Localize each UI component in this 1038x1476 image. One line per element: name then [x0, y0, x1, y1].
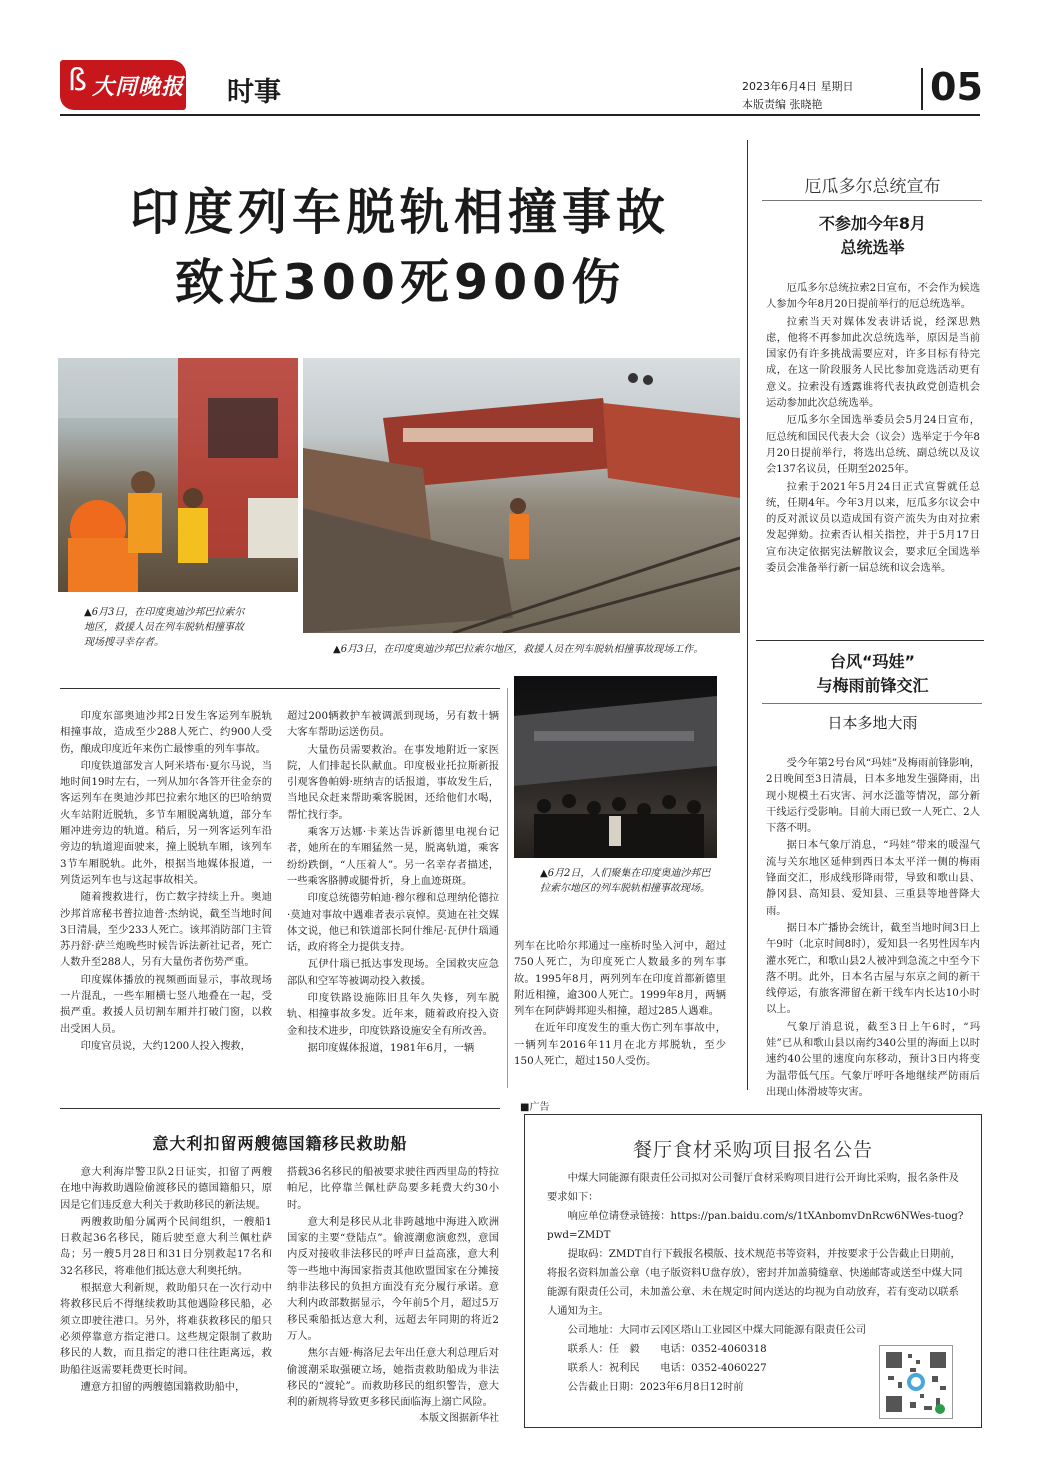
rescue-photo-right-illustration [303, 358, 740, 633]
qr-code-graphic [880, 1346, 952, 1418]
caption-right-photo: ▲6月3日，在印度奥迪沙邦巴拉索尔地区，救援人员在列车脱轨相撞事故现场工作。 [333, 644, 704, 655]
japan-title [760, 650, 985, 698]
rescue-photo-right [303, 358, 740, 633]
section-label: 时事 [227, 77, 281, 108]
paragraph: 乘客万达娜·卡莱达告诉新德里电视台记者，她所在的车厢猛然一晃，脱离轨道，乘客纷纷跌倒，“人压着人”。另一名幸存者描述，一些乘客胳膊或腿骨折，身上血迹斑斑。 [287, 826, 499, 887]
paragraph: 遭意方扣留的两艘德国籍救助船中， [80, 1380, 246, 1393]
italy-col-2 [287, 1164, 499, 1428]
main-story-divider [507, 688, 508, 1088]
japan-body [766, 755, 980, 1100]
paragraph: 两艘救助船分属两个民间组织，一艘船1日救起36名移民，随后驶至意大利兰佩杜萨岛；另一艘5月28日和31日分别救起17名和32名移民，将难他们抵达意大利奥托纳。 [60, 1215, 272, 1277]
paragraph: 印度媒体播放的视频画面显示，事故现场一片混乱，一些车厢横七竖八地叠在一起，受损严重。救援人员切割车厢并打破门窗，以救出受困人员。 [60, 973, 272, 1035]
paragraph: 厄瓜多尔总统拉索2日宣布，不会作为候选人参加今年8月20日提前举行的厄总统选举。 [766, 282, 980, 311]
japan-title-line-1: 台风“玛娃” [829, 652, 916, 671]
paragraph: 大量伤员需要救治。在事发地附近一家医院，人们排起长队献血。印度极业托拉斯新报引观客鲁帕姆·班纳吉的话报道，事故发生后，当地民众赶来帮助乘客脱困，还给他们水喝，帮忙找行李。 [287, 743, 499, 821]
masthead [0, 0, 1038, 130]
japan-top-rule [756, 640, 984, 641]
japan-subtitle: 日本多地大雨 [827, 714, 918, 732]
paragraph: 拉索于2021年5月24日正式宣誓就任总统，任期4年。今年3月以来，厄瓜多尔议会中的反对派议员以造成国有资产流失为由对拉索发起弹劾。拉索否认相关指控，并于5月17日宣布决定依据宪法解散议会，要求厄全国选举委员会准备举行新一届总统和议会选举。 [766, 480, 980, 575]
ad-contact-2: 联系人：祝利民 电话：0352-4060227 [567, 1362, 767, 1374]
paragraph: 在近年印度发生的重大伤亡列车事故中，一辆列车2016年11月在北方邦脱轨，至少150人死亡，超过150人受伤。 [514, 1022, 726, 1068]
paragraph: 据日本广播协会统计，截至当地时间3日上午9时（北京时间8时），爱知县一名男性因车内灌水死亡，和歌山县2人被冲到急流之中至今下落不明。此外，日本名古屋与东京之间的新干线停运，有旅客滞留在新干线车内长达10小时以上。 [766, 921, 980, 1016]
main-story-col-3 [514, 938, 726, 1069]
source-credit: 本版文图据新华社 [419, 1413, 499, 1425]
ad-deadline: 公告截止日期：2023年6月8日12时前 [567, 1381, 744, 1393]
paragraph: 受今年第2号台风“玛娃”及梅雨前锋影响，2日晚间至3日清晨，日本多地发生强降雨，出现小规模土石灾害、河水泛滥等情况，部分新干线运行受影响。目前大雨已致一人死亡、2人下落不明。 [766, 757, 980, 835]
paragraph: 意大利是移民从北非跨越地中海进入欧洲国家的主要“登陆点”。偷渡潮愈演愈烈，意国内反对接收非法移民的呼声日益高涨，意大利等一些地中海国家指责其他欧盟国家在分摊接纳非法移民的负担方面没有充分履行承诺。意大利内政部数据显示，今年前5个月，超过5万移民乘船抵达意大利，远超去年同期的将近2万人。 [287, 1215, 499, 1342]
paragraph: 厄瓜多尔全国选举委员会5月24日宣布，厄总统和国民代表大会（议会）选举定于今年8月20日提前举行，将选出总统、副总统以及议会137名议员，任期至2025年。 [766, 414, 980, 476]
right-column-divider [747, 140, 748, 1090]
ad-address: 公司地址：大同市云冈区塔山工业园区中煤大同能源有限责任公司 [567, 1324, 867, 1336]
logo-flame-icon: ß [68, 63, 87, 98]
paragraph: 随着搜救进行，伤亡数字持续上升。奥迪沙邦首席秘书普拉迪普·杰纳说，截至当地时间3日清晨，至少233人死亡。该邦消防部门主管苏丹舒·萨兰炮晚些时候告诉法新社记者，死亡人数升至288人，另有大量伤者伤势严重。 [60, 891, 272, 969]
paragraph: 搭载36名移民的船被要求驶往西西里岛的特拉帕尼，比停靠兰佩杜萨岛要多耗费大约30小时。 [287, 1166, 499, 1211]
story-top-rule [60, 688, 500, 689]
paragraph: 印度总统德劳帕迪·穆尔穆和总理纳伦德拉·莫迪对事故中遇难者表示哀悼。莫迪在社交媒体文说，他已和铁道部长阿什维尼·瓦伊什瑙通话，政府将全力提供支持。 [287, 892, 499, 954]
page-number-divider [921, 68, 923, 110]
night-crowd-illustration [514, 676, 717, 858]
issue-date: 2023年6月4日 星期日 [742, 80, 854, 93]
ecuador-kicker: 厄瓜多尔总统宣布 [804, 177, 941, 197]
headline-line-2: 致近300死900伤 [174, 254, 626, 311]
paragraph: 印度铁道部发言人阿米塔布·夏尔马说，当地时间19时左右，一列从加尔各答开往金奈的客运列车在奥迪沙邦巴拉索尔地区的巴哈纳贾火车站附近脱轨，多节车厢脱离轨道，部分车厢冲进旁边的轨道。稍后，另一列客运列车沿旁边的轨道迎面驶来，撞上脱轨车厢，该列车3节车厢脱轨。此外，根据当地媒体报道，一列货运列车也与这起事故相关。 [60, 759, 272, 886]
paragraph: 根据意大利新规，救助船只在一次行动中将救移民后不得继续救助其他遇险移民船，必须立即驶往港口。另外，将难获救移民的船只必须停靠意方指定港口。这些规定限制了救助移民的人数，而且指定的港口往往距离远，救助船往返需要耗费更长时间。 [60, 1282, 272, 1376]
rescue-photo-left-illustration [58, 358, 298, 592]
paragraph: 据印度媒体报道，1981年6月，一辆 [307, 1041, 475, 1054]
headline-line-1: 印度列车脱轨相撞事故 [129, 184, 670, 241]
paragraph: 意大利海岸警卫队2日证实，扣留了两艘在地中海救助遇险偷渡移民的德国籍船只，原因是它们违反意大利关于救助移民的新法规。 [60, 1166, 272, 1211]
ad-title: 餐厅食材采购项目报名公告 [632, 1139, 873, 1161]
paragraph: 气象厅消息说，截至3日上午6时，“玛娃”已从和歌山县以南约340公里的海面上以时速约40公里的速度向东移动，预计3日内将变为温带低气压。气象厅呼吁各地继续严防雨后出现山体滑坡等灾害。 [766, 1020, 980, 1098]
caption-left-photo: ▲6月3日，在印度奥迪沙邦巴拉索尔地区，救援人员在列车脱轨相撞事故现场搜寻幸存者。 [84, 607, 245, 648]
ecuador-title-line-2: 总统选举 [840, 238, 905, 257]
ad-tag: ■广告 [520, 1102, 550, 1113]
editor-credit: 本版责编 张晓艳 [742, 98, 823, 111]
paragraph: 瓦伊什瑙已抵达事发现场。全国救灾应急部队和空军等被调动投入救援。 [287, 958, 499, 987]
paragraph: 印度铁路设施陈旧且年久失修，列车脱轨、相撞事故多发。近年来，随着政府投入资金和技术进步，印度铁路设施安全有所改善。 [287, 992, 499, 1037]
italy-headline: 意大利扣留两艘德国籍移民救助船 [152, 1134, 408, 1153]
paragraph: 列车在比哈尔邦通过一座桥时坠入河中，超过750人死亡，为印度死亡人数最多的列车事故。1995年8月，两列列车在印度首都新德里附近相撞，逾300人死亡。1999年8月，两辆列车在阿萨姆邦迎头相撞，超过285人遇难。 [514, 940, 726, 1018]
paragraph: 据日本气象厅消息，“玛娃”带来的暖湿气流与关东地区延伸到西日本太平洋一侧的梅雨锋面交汇，形成线形降雨带，导致和歌山县、静冈县、高知县、爱知县、三重县等地普降大雨。 [766, 839, 980, 917]
main-story-col-2 [287, 708, 499, 1056]
caption-night-photo: ▲6月2日，人们聚集在印度奥迪沙邦巴拉索尔地区的列车脱轨相撞事故现场。 [540, 868, 711, 894]
main-story-col-1 [60, 708, 272, 1054]
japan-title-rule [762, 703, 982, 704]
paragraph: 印度东部奥迪沙邦2日发生客运列车脱轨相撞事故，造成至少288人死亡、约900人受伤，酿成印度近年来伤亡最惨重的列车事故。 [60, 710, 272, 755]
ad-paragraph: 提取码：ZMDT自行下载报名模版、技术规范书等资料，并按要求于公告截止日期前，将报名资料加盖公章（电子版资料U盘存放），密封并加盖骑缝章、快递邮寄或送至中煤大同能源有限责任公司，未加盖公章、未在规定时间内送达的均视为自动放弃，若有变动以联系人通知为主。 [547, 1248, 963, 1317]
italy-top-rule [60, 1108, 500, 1109]
logo [60, 60, 186, 110]
ecuador-kicker-rule [762, 200, 982, 201]
ad-paragraph: 响应单位请登录链接：https://pan.baidu.com/s/1tXAnbomvDnRcw6NWes-tuog?pwd=ZMDT [547, 1210, 964, 1241]
paragraph: 印度官员说，大约1200人投入搜救， [80, 1039, 251, 1052]
night-crowd-photo [514, 676, 717, 858]
paragraph: 拉索当天对媒体发表讲话说，经深思熟虑，他将不再参加此次总统选举，原因是当前国家仍有许多挑战需要应对，许多目标有待完成，在这一阶段服务人民比参加竞选活动更有意义。拉索没有透露谁将代表执政党创造机会运动参加此次总统选举。 [766, 315, 980, 410]
ad-paragraph: 中煤大同能源有限责任公司拟对公司餐厅食材采购项目进行公开询比采购，报名条件及要求如下： [547, 1172, 959, 1203]
masthead-rule [60, 114, 980, 116]
ecuador-title [760, 212, 985, 260]
ad-contact-1: 联系人：任 毅 电话：0352-4060318 [567, 1343, 767, 1355]
ad-box [524, 1114, 982, 1428]
page-number: 05 [930, 65, 983, 109]
main-headline [60, 178, 740, 318]
paragraph: 超过200辆救护车被调派到现场，另有数十辆大客车帮助运送伤员。 [287, 710, 499, 739]
rescue-photo-left [58, 358, 298, 592]
qr-code-icon[interactable] [879, 1345, 953, 1419]
logo-text: 大同晚报 [92, 74, 185, 100]
ecuador-title-line-1: 不参加今年8月 [818, 214, 927, 233]
japan-title-line-2: 与梅雨前锋交汇 [816, 676, 929, 695]
paragraph: 焦尔吉娅·梅洛尼去年出任意大利总理后对偷渡潮采取强硬立场，她指责救助船成为非法移民的“渡轮”。而救助移民的组织警告，意大利的新规将导致更多移民面临海上溺亡风险。 [287, 1347, 499, 1409]
italy-col-1 [60, 1164, 272, 1395]
ecuador-body [766, 280, 980, 576]
